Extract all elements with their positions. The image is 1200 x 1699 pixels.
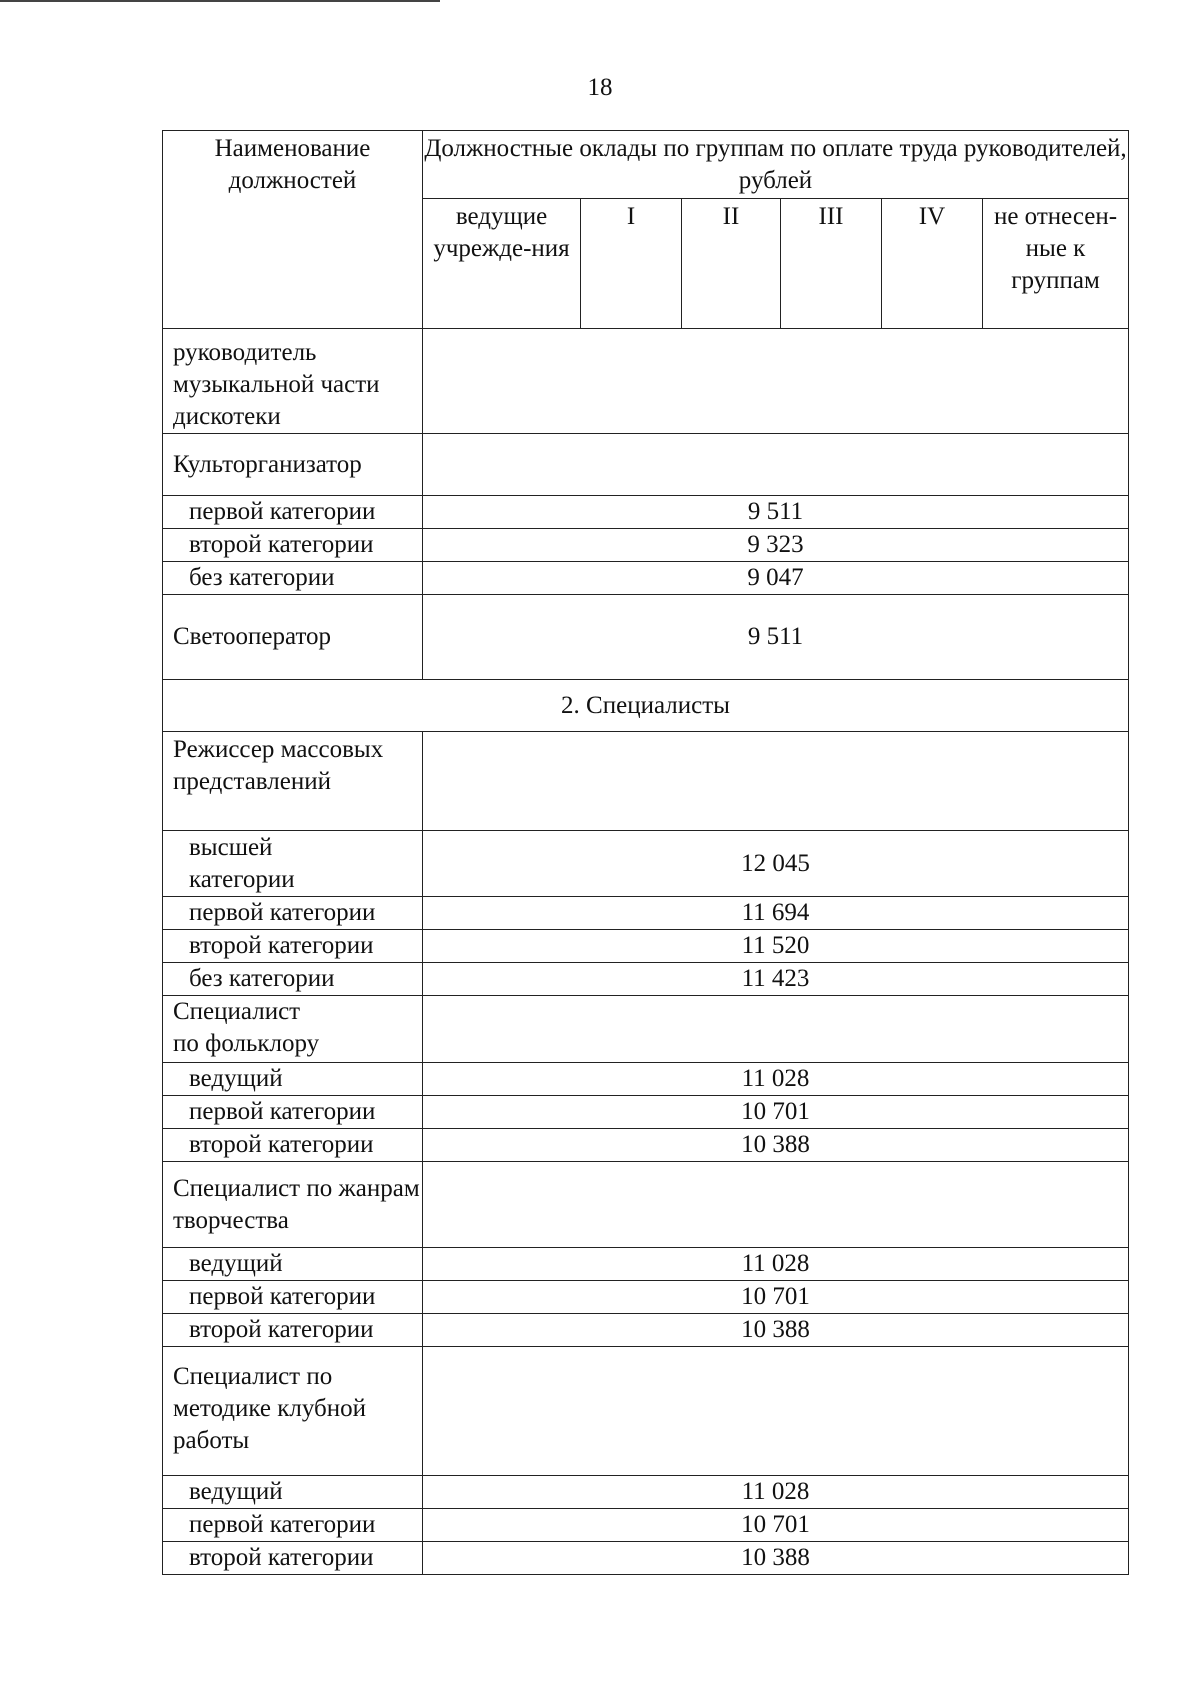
salary-value (423, 329, 1129, 434)
salary-value: 10 701 (423, 1281, 1129, 1314)
salary-value: 9 511 (423, 595, 1129, 680)
position-category: высшей категории (163, 831, 423, 897)
position-category: ведущий (163, 1063, 423, 1096)
position-category: первой категории (163, 1281, 423, 1314)
table-row (163, 1248, 1129, 1281)
table-row (163, 1063, 1129, 1096)
position-name: Специалист по жанрам творчества (163, 1162, 423, 1248)
table-row (163, 996, 1129, 1063)
header-salary-groups: Должностные оклады по группам по оплате труда руководителей, рублей (423, 131, 1129, 199)
table-row (163, 562, 1129, 595)
table-row (163, 1281, 1129, 1314)
position-category: второй категории (163, 1314, 423, 1347)
table-row (163, 434, 1129, 496)
position-category: первой категории (163, 897, 423, 930)
salary-value: 11 028 (423, 1248, 1129, 1281)
salary-value: 9 047 (423, 562, 1129, 595)
salary-value (423, 1347, 1129, 1476)
salary-table (162, 130, 1129, 1575)
salary-value: 10 388 (423, 1314, 1129, 1347)
table-row (163, 732, 1129, 831)
position-category: первой категории (163, 1096, 423, 1129)
salary-value: 10 701 (423, 1096, 1129, 1129)
section-row (163, 680, 1129, 732)
table-row (163, 897, 1129, 930)
position-category: ведущий (163, 1476, 423, 1509)
salary-value: 11 028 (423, 1063, 1129, 1096)
position-name: Специалист по методике клубной работы (163, 1347, 423, 1476)
table-row (163, 930, 1129, 963)
position-category: ведущий (163, 1248, 423, 1281)
table-row (163, 595, 1129, 680)
header-group-3: III (781, 199, 882, 329)
salary-value: 11 423 (423, 963, 1129, 996)
table-row (163, 1509, 1129, 1542)
position-category: второй категории (163, 1129, 423, 1162)
table-row (163, 1314, 1129, 1347)
position-category: без категории (163, 562, 423, 595)
position-category: второй категории (163, 1542, 423, 1575)
salary-value (423, 732, 1129, 831)
table-row (163, 529, 1129, 562)
position-category: первой категории (163, 1509, 423, 1542)
position-name: руководитель музыкальной части дискотеки (163, 329, 423, 434)
position-category: первой категории (163, 496, 423, 529)
salary-value: 11 028 (423, 1476, 1129, 1509)
position-name: Режиссер массовых представлений (163, 732, 423, 831)
position-category: второй категории (163, 930, 423, 963)
table-row (163, 831, 1129, 897)
salary-value: 10 701 (423, 1509, 1129, 1542)
header-group-2: II (682, 199, 781, 329)
salary-value (423, 1162, 1129, 1248)
position-name: Специалист по фольклору (163, 996, 423, 1063)
scan-top-rule (0, 0, 440, 2)
salary-value: 10 388 (423, 1542, 1129, 1575)
table-row (163, 496, 1129, 529)
section-title: 2. Специалисты (163, 680, 1129, 732)
salary-value: 9 511 (423, 496, 1129, 529)
table-row (163, 1129, 1129, 1162)
header-group-4: IV (882, 199, 983, 329)
table-row (163, 963, 1129, 996)
salary-value: 9 323 (423, 529, 1129, 562)
salary-value: 10 388 (423, 1129, 1129, 1162)
salary-value (423, 434, 1129, 496)
salary-value (423, 996, 1129, 1063)
table-row (163, 1542, 1129, 1575)
position-category: второй категории (163, 529, 423, 562)
position-name: Культорганизатор (163, 434, 423, 496)
table-row (163, 1162, 1129, 1248)
page-number: 18 (587, 74, 613, 101)
salary-value: 11 694 (423, 897, 1129, 930)
header-group-1: I (581, 199, 682, 329)
header-position-name: Наименование должностей (163, 131, 423, 329)
salary-value: 12 045 (423, 831, 1129, 897)
table-row (163, 1347, 1129, 1476)
position-category: без категории (163, 963, 423, 996)
table-row (163, 329, 1129, 434)
header-group-unassigned: не отнесен-ные к группам (983, 199, 1129, 329)
salary-value: 11 520 (423, 930, 1129, 963)
table-row (163, 1096, 1129, 1129)
header-group-leading: ведущие учрежде-ния (423, 199, 581, 329)
position-name: Светооператор (163, 595, 423, 680)
table-row (163, 1476, 1129, 1509)
